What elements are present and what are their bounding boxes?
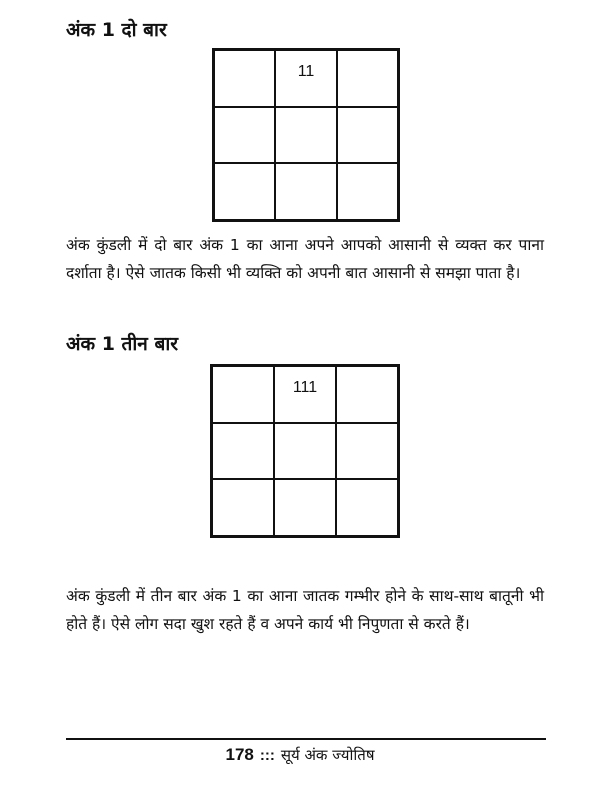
grid-cell xyxy=(336,423,398,480)
grid-cell xyxy=(337,107,398,164)
paragraph-one-twice: अंक कुंडली में दो बार अंक 1 का आना अपने आपको आसानी से व्यक्त कर पाना दर्शाता है। ऐसे जातक किसी भी व्यक्ति को अपनी बात आसानी से समझा पाता है। xyxy=(66,236,544,282)
grid-cell xyxy=(274,479,336,536)
grid-cell xyxy=(337,50,398,107)
footer-divider xyxy=(66,738,546,740)
page-footer xyxy=(0,745,600,765)
grid-cell xyxy=(214,50,275,107)
grid-cell xyxy=(212,366,274,423)
grid-cell xyxy=(214,163,275,220)
paragraph-one-thrice: अंक कुंडली में तीन बार अंक 1 का आना जातक गम्भीर होने के साथ-साथ बातूनी भी होते हैं। ऐसे लोग सदा खुश रहते हैं व अपने कार्य भी निपुणता से करते हैं। xyxy=(66,587,544,633)
book-title: सूर्य अंक ज्योतिष xyxy=(280,746,375,764)
page-number: 178 xyxy=(225,745,254,764)
numerology-grid-one-twice xyxy=(212,48,400,222)
grid-cell xyxy=(212,479,274,536)
numerology-grid-one-thrice xyxy=(210,364,400,538)
grid-cell xyxy=(275,107,336,164)
section-heading-one-twice: अंक 1 दो बार xyxy=(66,19,167,41)
grid-cell: 11 xyxy=(275,50,336,107)
footer-separator: ::: xyxy=(259,747,275,764)
grid-cell xyxy=(336,479,398,536)
grid-cell xyxy=(337,163,398,220)
grid-cell xyxy=(214,107,275,164)
section-heading-one-thrice: अंक 1 तीन बार xyxy=(66,333,179,355)
grid-cell xyxy=(275,163,336,220)
grid-cell xyxy=(212,423,274,480)
grid-cell xyxy=(274,423,336,480)
grid-cell: 111 xyxy=(274,366,336,423)
grid-cell xyxy=(336,366,398,423)
